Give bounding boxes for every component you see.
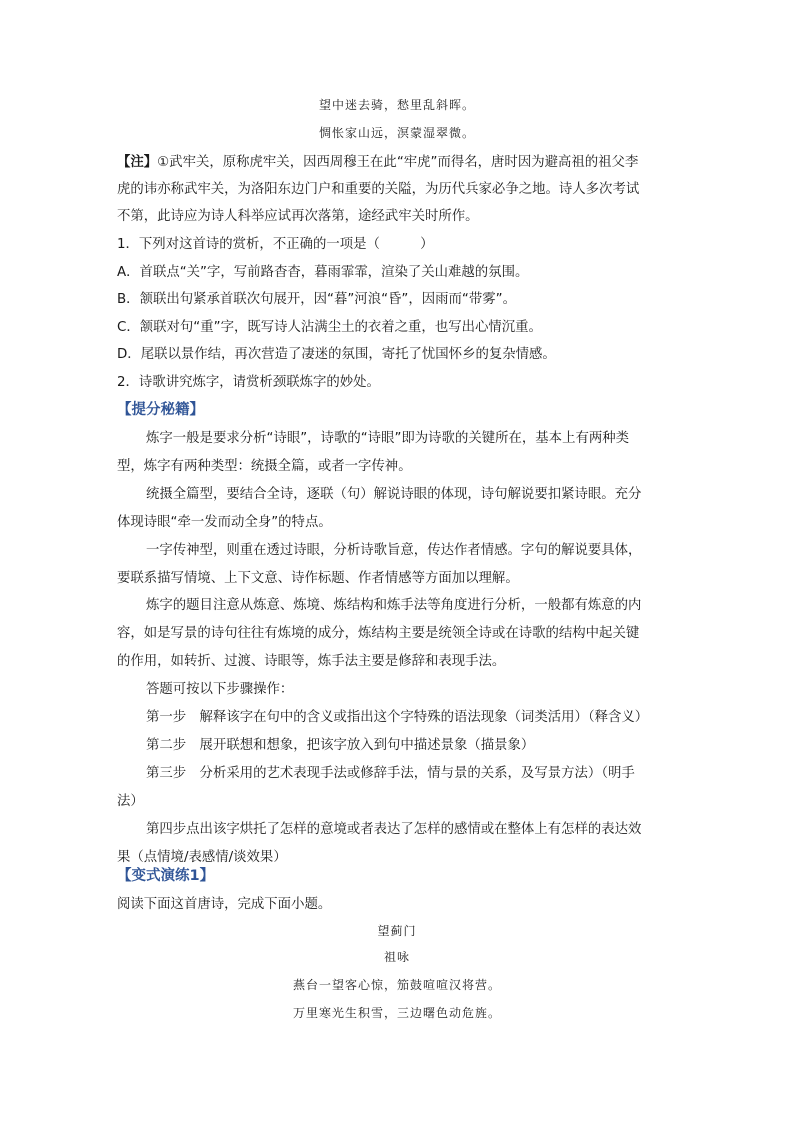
tips-line: 炼字一般是要求分析“诗眼”，诗歌的“诗眼”即为诗歌的关键所在，基本上有两种类 [146, 431, 630, 446]
note-tag: 【注】 [117, 155, 158, 170]
tips-line: 第二步 展开联想和想象，把该字放入到句中描述景象（描景象） [146, 738, 535, 753]
poem-line: 万里寒光生积雪，三边曙色动危旌。 [292, 1006, 501, 1020]
question-1: 1．下列对这首诗的赏析，不正确的一项是（ ） [117, 237, 434, 252]
tips-line: 第一步 解释该字在句中的含义或指出这个字特殊的语法现象（词类活用）（释含义） [146, 710, 649, 725]
tips-line: 体现诗眼“牵一发而动全身”的特点。 [117, 515, 332, 530]
tips-line: 果（点情境/表感情/谈效果） [117, 850, 287, 865]
note-line: 不第，此诗应为诗人科举应试再次落第，途经武牢关时所作。 [117, 209, 479, 224]
tips-line: 第三步 分析采用的艺术表现手法或修辞手法，情与景的关系，及写景方法）（明手 [146, 766, 635, 781]
poem-author: 祖咏 [383, 950, 410, 964]
option-d: D．尾联以景作结，再次营造了凄迷的氛围，寄托了忧国怀乡的复杂情感。 [117, 347, 556, 362]
tips-heading: 【提分秘籍】 [117, 402, 204, 418]
poem-line: 惆怅家山远，溟蒙湿翠微。 [318, 126, 475, 140]
poem-line: 望中迷去骑，愁里乱斜晖。 [318, 98, 475, 112]
note-text: ①武牢关，原称虎牢关，因西周穆王在此“牢虎”而得名，唐时因为避高祖的祖父李 [157, 155, 639, 170]
poem-line: 燕台一望客心惊，笳鼓喧喧汉将营。 [292, 978, 501, 992]
tips-line: 第四步点出该字烘托了怎样的意境或者表达了怎样的感情或在整体上有怎样的表达效 [146, 822, 642, 837]
tips-line: 炼字的题目注意从炼意、炼境、炼结构和炼手法等角度进行分析，一般都有炼意的内 [146, 598, 642, 613]
tips-line: 容，如是写景的诗句往往有炼境的成分，炼结构主要是统领全诗或在诗歌的结构中起关键 [117, 626, 640, 641]
option-a: A．首联点“关”字，写前路杳杳，暮雨霏霏，渲染了关山难越的氛围。 [117, 265, 529, 280]
poem-title: 望蓟门 [377, 924, 417, 938]
option-c: C．颔联对句“重”字，既写诗人沾满尘土的衣着之重，也写出心情沉重。 [117, 320, 542, 335]
note-line: 虎的讳亦称武牢关，为洛阳东边门户和重要的关隘，为历代兵家必争之地。诗人多次考试 [117, 182, 640, 197]
question-2: 2．诗歌讲究炼字，请赏析颈联炼字的妙处。 [117, 375, 380, 390]
tips-line: 型，炼字有两种类型：统摄全篇，或者一字传神。 [117, 459, 412, 474]
practice-heading: 【变式演练1】 [117, 868, 215, 884]
note-line [117, 151, 677, 170]
tips-line: 一字传神型，则重在透过诗眼，分析诗歌旨意，传达作者情感。字句的解说要具体， [146, 543, 642, 558]
option-b: B．颔联出句紧承首联次句展开，因“暮”河浪“昏”，因雨而“带雾”。 [117, 292, 516, 307]
tips-line: 的作用，如转折、过渡、诗眼等，炼手法主要是修辞和表现手法。 [117, 654, 506, 669]
tips-line: 要联系描写情境、上下文意、诗作标题、作者情感等方面加以理解。 [117, 571, 519, 586]
tips-line: 法） [117, 794, 144, 809]
tips-line: 统摄全篇型，要结合全诗，逐联（句）解说诗眼的体现，诗句解说要扣紧诗眼。充分 [146, 487, 642, 502]
tips-line: 答题可按以下步骤操作： [146, 682, 294, 697]
practice-intro: 阅读下面这首唐诗，完成下面小题。 [117, 897, 332, 912]
